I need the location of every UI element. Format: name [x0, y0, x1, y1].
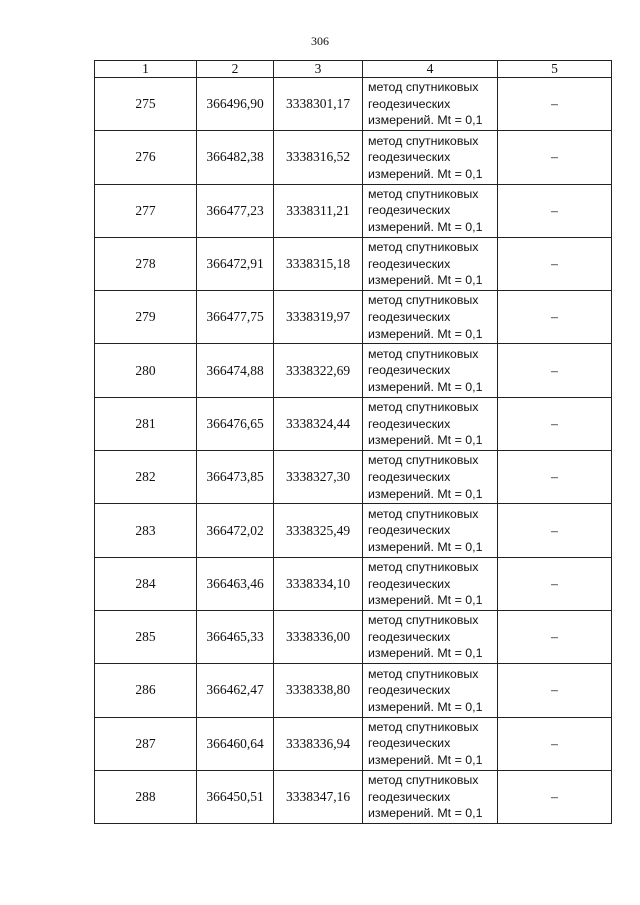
method-cell — [363, 131, 498, 184]
method-text-line: метод спутниковых — [368, 559, 479, 574]
point-number-cell: 284 — [95, 557, 197, 610]
method-text-line: геодезических — [368, 736, 451, 751]
x-coordinate-cell: 366477,23 — [197, 184, 274, 237]
table-row — [95, 291, 612, 344]
point-number-cell: 288 — [95, 770, 197, 823]
table-row — [95, 451, 612, 504]
method-cell — [363, 770, 498, 823]
y-coordinate-cell: 3338336,94 — [274, 717, 363, 770]
table-row — [95, 770, 612, 823]
table-row — [95, 184, 612, 237]
x-coordinate-cell: 366482,38 — [197, 131, 274, 184]
point-number-cell: 282 — [95, 451, 197, 504]
y-coordinate-cell: 3338347,16 — [274, 770, 363, 823]
method-cell — [363, 557, 498, 610]
method-text-line: метод спутниковых — [368, 506, 479, 521]
method-cell — [363, 664, 498, 717]
method-text-line: геодезических — [368, 203, 451, 218]
table-row — [95, 78, 612, 131]
method-cell — [363, 237, 498, 290]
table-row — [95, 504, 612, 557]
x-coordinate-cell: 366472,02 — [197, 504, 274, 557]
method-text-line: измерений. Mt = 0,1 — [368, 220, 483, 235]
method-cell — [363, 451, 498, 504]
x-coordinate-cell: 366460,64 — [197, 717, 274, 770]
point-number-cell: 279 — [95, 291, 197, 344]
point-number-cell: 280 — [95, 344, 197, 397]
column-header-4: 4 — [363, 61, 498, 78]
y-coordinate-cell: 3338301,17 — [274, 78, 363, 131]
note-cell: – — [498, 770, 612, 823]
y-coordinate-cell: 3338315,18 — [274, 237, 363, 290]
table-row — [95, 557, 612, 610]
table-row — [95, 344, 612, 397]
y-coordinate-cell: 3338334,10 — [274, 557, 363, 610]
note-cell: – — [498, 78, 612, 131]
point-number-cell: 277 — [95, 184, 197, 237]
method-text-line: метод спутниковых — [368, 613, 479, 628]
column-header-1: 1 — [95, 61, 197, 78]
method-text-line: метод спутниковых — [368, 186, 479, 201]
method-text-line: метод спутниковых — [368, 240, 479, 255]
note-cell: – — [498, 237, 612, 290]
x-coordinate-cell: 366477,75 — [197, 291, 274, 344]
method-cell — [363, 291, 498, 344]
table-row — [95, 397, 612, 450]
note-cell: – — [498, 717, 612, 770]
y-coordinate-cell: 3338325,49 — [274, 504, 363, 557]
method-text-line: геодезических — [368, 469, 451, 484]
method-text-line: измерений. Mt = 0,1 — [368, 166, 483, 181]
y-coordinate-cell: 3338316,52 — [274, 131, 363, 184]
method-text-line: метод спутниковых — [368, 719, 479, 734]
note-cell: – — [498, 451, 612, 504]
method-text-line: метод спутниковых — [368, 80, 479, 95]
method-text-line: геодезических — [368, 629, 451, 644]
note-cell: – — [498, 131, 612, 184]
column-header-5: 5 — [498, 61, 612, 78]
method-text-line: метод спутниковых — [368, 666, 479, 681]
method-cell — [363, 717, 498, 770]
method-text-line: измерений. Mt = 0,1 — [368, 379, 483, 394]
method-text-line: измерений. Mt = 0,1 — [368, 646, 483, 661]
x-coordinate-cell: 366473,85 — [197, 451, 274, 504]
x-coordinate-cell: 366472,91 — [197, 237, 274, 290]
method-cell — [363, 397, 498, 450]
note-cell: – — [498, 557, 612, 610]
method-text-line: измерений. Mt = 0,1 — [368, 593, 483, 608]
table-row — [95, 131, 612, 184]
method-text-line: геодезических — [368, 310, 451, 325]
method-text-line: метод спутниковых — [368, 453, 479, 468]
method-text-line: измерений. Mt = 0,1 — [368, 753, 483, 767]
method-text-line: измерений. Mt = 0,1 — [368, 113, 483, 128]
method-cell — [363, 610, 498, 663]
point-number-cell: 283 — [95, 504, 197, 557]
method-cell — [363, 504, 498, 557]
x-coordinate-cell: 366496,90 — [197, 78, 274, 131]
note-cell: – — [498, 664, 612, 717]
method-text-line: геодезических — [368, 256, 451, 271]
y-coordinate-cell: 3338311,21 — [274, 184, 363, 237]
method-text-line: геодезических — [368, 576, 451, 591]
method-cell — [363, 78, 498, 131]
table-row — [95, 717, 612, 770]
x-coordinate-cell: 366476,65 — [197, 397, 274, 450]
point-number-cell: 278 — [95, 237, 197, 290]
method-cell — [363, 344, 498, 397]
point-number-cell: 286 — [95, 664, 197, 717]
y-coordinate-cell: 3338336,00 — [274, 610, 363, 663]
method-text-line: измерений. Mt = 0,1 — [368, 486, 483, 501]
note-cell: – — [498, 610, 612, 663]
method-text-line: измерений. Mt = 0,1 — [368, 326, 483, 341]
method-text-line: метод спутниковых — [368, 293, 479, 308]
page-number: 306 — [311, 34, 329, 48]
method-cell — [363, 184, 498, 237]
point-number-cell: 285 — [95, 610, 197, 663]
note-cell: – — [498, 184, 612, 237]
note-cell: – — [498, 397, 612, 450]
point-number-cell: 275 — [95, 78, 197, 131]
x-coordinate-cell: 366474,88 — [197, 344, 274, 397]
y-coordinate-cell: 3338338,80 — [274, 664, 363, 717]
x-coordinate-cell: 366465,33 — [197, 610, 274, 663]
x-coordinate-cell: 366450,51 — [197, 770, 274, 823]
note-cell: – — [498, 344, 612, 397]
method-text-line: геодезических — [368, 150, 451, 165]
point-number-cell: 281 — [95, 397, 197, 450]
method-text-line: измерений. Mt = 0,1 — [368, 539, 483, 554]
point-number-cell: 287 — [95, 717, 197, 770]
column-header-2: 2 — [197, 61, 274, 78]
y-coordinate-cell: 3338322,69 — [274, 344, 363, 397]
note-cell: – — [498, 504, 612, 557]
table-row — [95, 610, 612, 663]
method-text-line: геодезических — [368, 96, 451, 111]
method-text-line: метод спутниковых — [368, 400, 479, 415]
y-coordinate-cell: 3338319,97 — [274, 291, 363, 344]
y-coordinate-cell: 3338324,44 — [274, 397, 363, 450]
method-text-line: геодезических — [368, 523, 451, 538]
table-row — [95, 664, 612, 717]
method-text-line: измерений. Mt = 0,1 — [368, 273, 483, 288]
method-text-line: геодезических — [368, 363, 451, 378]
y-coordinate-cell: 3338327,30 — [274, 451, 363, 504]
point-number-cell: 276 — [95, 131, 197, 184]
method-text-line: геодезических — [368, 789, 451, 804]
method-text-line: геодезических — [368, 683, 451, 698]
method-text-line: измерений. Mt = 0,1 — [368, 699, 483, 714]
method-text-line: измерений. Mt = 0,1 — [368, 433, 483, 448]
method-text-line: метод спутниковых — [368, 346, 479, 361]
method-text-line: метод спутниковых — [368, 133, 479, 148]
method-text-line: геодезических — [368, 416, 451, 431]
x-coordinate-cell: 366462,47 — [197, 664, 274, 717]
method-text-line: измерений. Mt = 0,1 — [368, 806, 483, 821]
table-body — [95, 61, 612, 824]
table-row — [95, 237, 612, 290]
column-header-3: 3 — [274, 61, 363, 78]
header-row — [95, 61, 612, 78]
coordinates-table — [94, 60, 612, 824]
x-coordinate-cell: 366463,46 — [197, 557, 274, 610]
note-cell: – — [498, 291, 612, 344]
method-text-line: метод спутниковых — [368, 773, 479, 788]
